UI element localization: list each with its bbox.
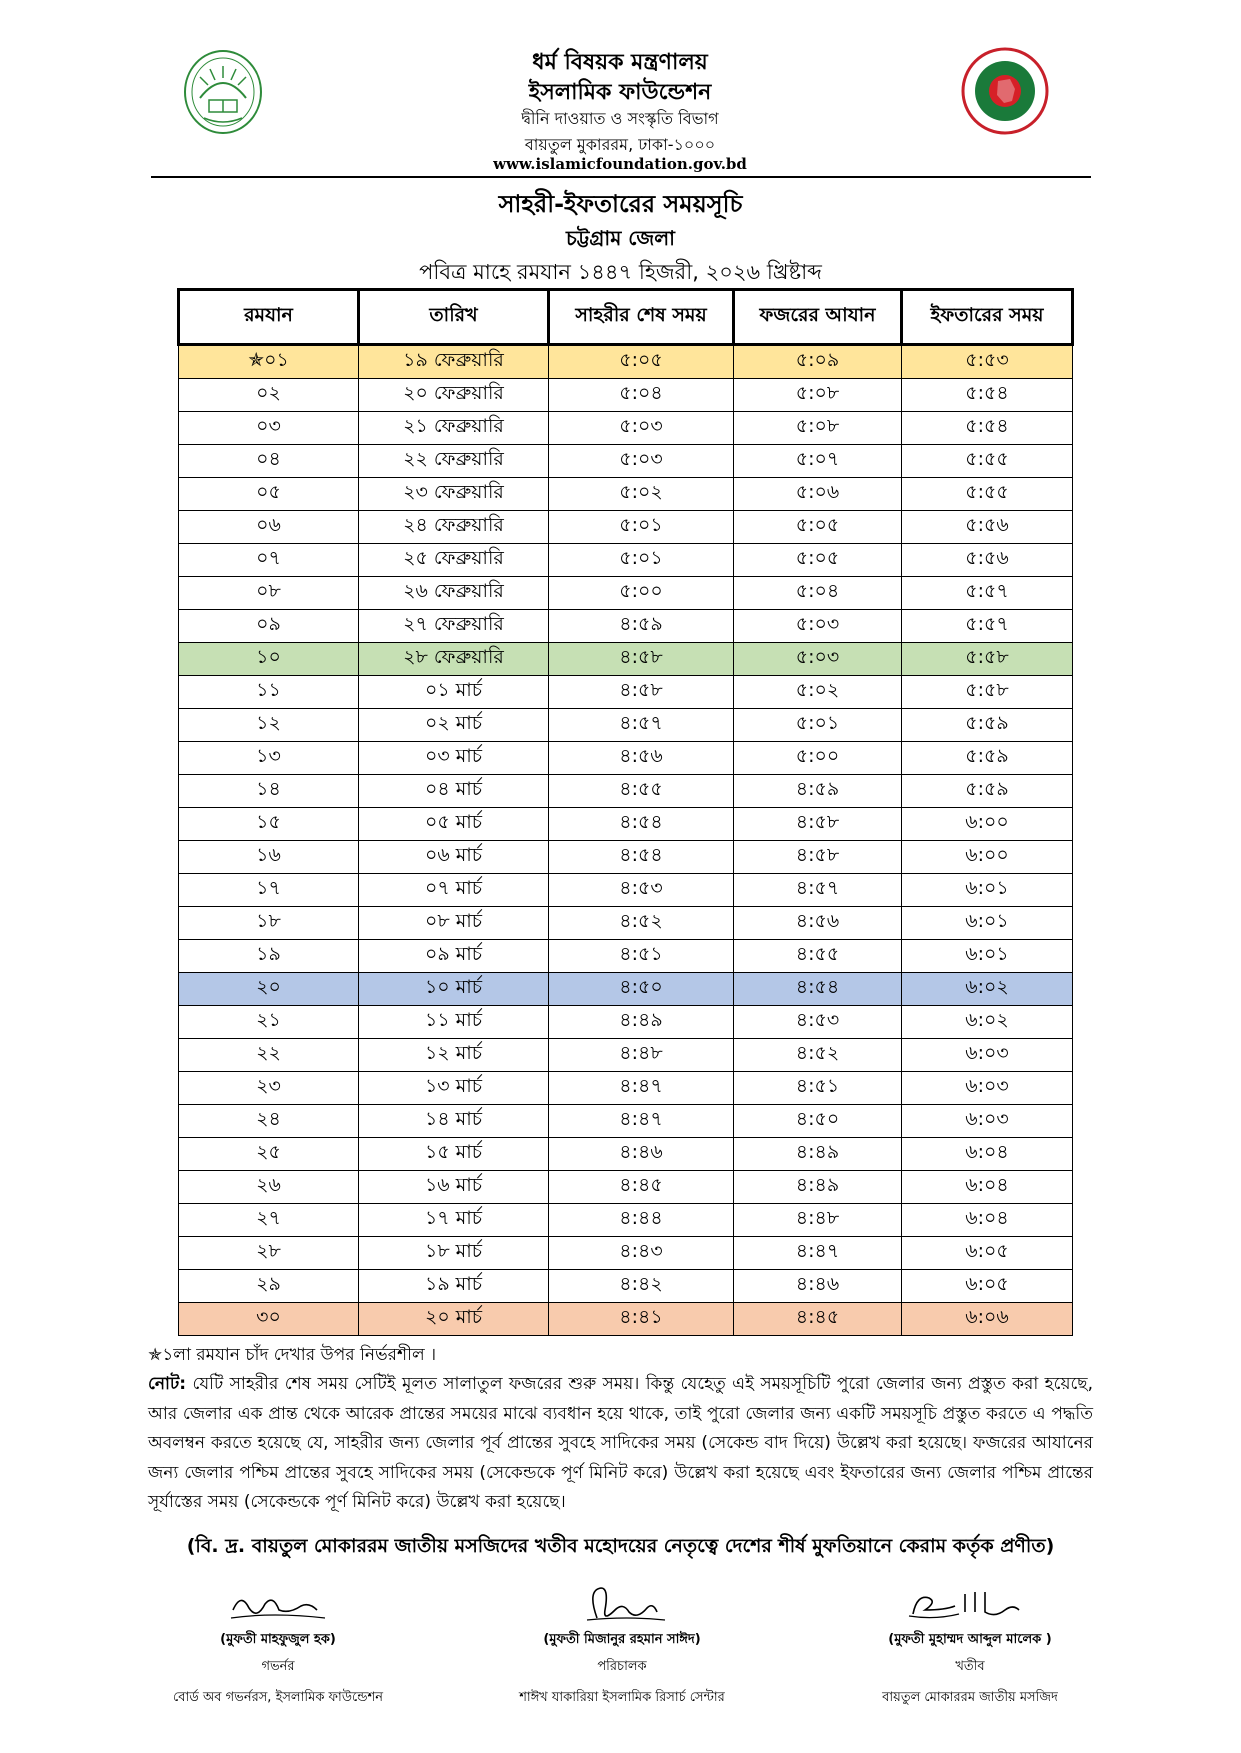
table-row [179, 1006, 1073, 1039]
cell-ramadan-day: ২৮ [179, 1237, 359, 1270]
signatory-3-role: খতীব [955, 1659, 985, 1674]
signatory-2-org: শাঈখ যাকারিয়া ইসলামিক রিসার্চ সেন্টার [519, 1690, 725, 1705]
cell-fajr-azan-time: ৫:০৩ [734, 643, 902, 676]
schedule-table-body [179, 345, 1073, 1336]
cell-ramadan-day: ২২ [179, 1039, 359, 1072]
cell-date: ১৮ মার্চ [359, 1237, 549, 1270]
table-row [179, 544, 1073, 577]
cell-ramadan-day: ২৯ [179, 1270, 359, 1303]
cell-sehri-end-time: ৫:০৩ [549, 445, 734, 478]
cell-iftar-time: ৬:০৩ [902, 1039, 1073, 1072]
table-row [179, 1303, 1073, 1336]
cell-fajr-azan-time: ৪:৫০ [734, 1105, 902, 1138]
cell-iftar-time: ৬:০২ [902, 973, 1073, 1006]
cell-sehri-end-time: ৪:৫১ [549, 940, 734, 973]
cell-fajr-azan-time: ৪:৫৯ [734, 775, 902, 808]
cell-ramadan-day: ১৬ [179, 841, 359, 874]
cell-ramadan-day: ২৩ [179, 1072, 359, 1105]
table-row [179, 973, 1073, 1006]
cell-sehri-end-time: ৪:৫৬ [549, 742, 734, 775]
cell-ramadan-day: ০৪ [179, 445, 359, 478]
cell-iftar-time: ৬:০৩ [902, 1105, 1073, 1138]
cell-sehri-end-time: ৫:০২ [549, 478, 734, 511]
table-row [179, 841, 1073, 874]
cell-date: ১৩ মার্চ [359, 1072, 549, 1105]
cell-date: ২১ ফেব্রুয়ারি [359, 412, 549, 445]
table-row [179, 643, 1073, 676]
cell-ramadan-day: ১০ [179, 643, 359, 676]
cell-ramadan-day: ০৭ [179, 544, 359, 577]
cell-fajr-azan-time: ৪:৪৫ [734, 1303, 902, 1336]
table-row [179, 511, 1073, 544]
cell-date: ১৫ মার্চ [359, 1138, 549, 1171]
cell-fajr-azan-time: ৪:৪৯ [734, 1171, 902, 1204]
table-row [179, 874, 1073, 907]
cell-sehri-end-time: ৪:৫৯ [549, 610, 734, 643]
cell-ramadan-day: ১৮ [179, 907, 359, 940]
signatory-1-org: বোর্ড অব গভর্নরস, ইসলামিক ফাউন্ডেশন [173, 1690, 383, 1705]
organization-name: ইসলামিক ফাউন্ডেশন [528, 80, 712, 105]
cell-date: ০৪ মার্চ [359, 775, 549, 808]
cell-ramadan-day: ১৪ [179, 775, 359, 808]
table-row [179, 1039, 1073, 1072]
cell-ramadan-day: ২৭ [179, 1204, 359, 1237]
cell-iftar-time: ৬:০৩ [902, 1072, 1073, 1105]
cell-iftar-time: ৬:০১ [902, 907, 1073, 940]
cell-iftar-time: ৫:৫৭ [902, 577, 1073, 610]
cell-date: ১২ মার্চ [359, 1039, 549, 1072]
cell-fajr-azan-time: ৫:০৫ [734, 544, 902, 577]
note-paragraph [148, 1370, 1093, 1518]
table-row [179, 610, 1073, 643]
cell-date: ২৬ ফেব্রুয়ারি [359, 577, 549, 610]
cell-date: ২৪ ফেব্রুয়ারি [359, 511, 549, 544]
cell-date: ২৩ ফেব্রুয়ারি [359, 478, 549, 511]
signature-3-icon [895, 1580, 1045, 1628]
cell-sehri-end-time: ৪:৫০ [549, 973, 734, 1006]
cell-fajr-azan-time: ৪:৫৬ [734, 907, 902, 940]
cell-sehri-end-time: ৪:৪৫ [549, 1171, 734, 1204]
signatory-1-role: গভর্নর [261, 1659, 295, 1674]
cell-sehri-end-time: ৫:০১ [549, 511, 734, 544]
cell-fajr-azan-time: ৫:০১ [734, 709, 902, 742]
table-row [179, 907, 1073, 940]
table-row [179, 577, 1073, 610]
signatory-2-name: (মুফতী মিজানুর রহমান সাঈদ) [543, 1632, 701, 1647]
cell-fajr-azan-time: ৪:৪৭ [734, 1237, 902, 1270]
cell-date: ২২ ফেব্রুয়ারি [359, 445, 549, 478]
government-seal-icon [960, 45, 1050, 137]
cell-iftar-time: ৬:০১ [902, 874, 1073, 907]
cell-date: ২৭ ফেব্রুয়ারি [359, 610, 549, 643]
table-row [179, 676, 1073, 709]
cell-ramadan-day: ২৪ [179, 1105, 359, 1138]
cell-ramadan-day: ২৬ [179, 1171, 359, 1204]
cell-fajr-azan-time: ৫:০২ [734, 676, 902, 709]
cell-date: ০৩ মার্চ [359, 742, 549, 775]
cell-sehri-end-time: ৪:৪৬ [549, 1138, 734, 1171]
cell-fajr-azan-time: ৫:০৮ [734, 379, 902, 412]
cell-ramadan-day: ০৮ [179, 577, 359, 610]
cell-fajr-azan-time: ৪:৫৮ [734, 808, 902, 841]
column-header-fajr: ফজরের আযান [734, 290, 902, 345]
letterhead [0, 40, 1241, 180]
note-text: যেটি সাহরীর শেষ সময় সেটিই মূলত সালাতুল ফজরের শুরু সময়। কিন্তু যেহেতু এই সময়সূচিটি পুরো জেলার জন্য প্রস্তুত করা হয়েছে, আর জেলার এক প্রান্ত থেকে আরেক প্রান্তের সময়ের মাঝে ব্যবধান হয়ে থাকে, তাই পুরো জেলার জন্য একটি সময়সূচি প্রস্তুত করতে এ পদ্ধতি অবলম্বন করতে হয়েছে যে, সাহরীর জন্য জেলার পূর্ব প্রান্তের সুবহে সাদিকের সময় (সেকেন্ড বাদ দিয়ে) উল্লেখ করা হয়েছে। ফজরের আযানের জন্য জেলার পশ্চিম প্রান্তের সুবহে সাদিকের সময় (সেকেন্ডকে পূর্ণ মিনিট করে) উল্লেখ করা হয়েছে এবং ইফতারের জন্য জেলার পশ্চিম প্রান্তের সূর্যাস্তের সময় (সেকেন্ডকে পূর্ণ মিনিট করে) উল্লেখ করা হয়েছে। [148, 1374, 1093, 1512]
cell-iftar-time: ৫:৫৯ [902, 709, 1073, 742]
cell-iftar-time: ৬:০২ [902, 1006, 1073, 1039]
ministry-name: ধর্ম বিষয়ক মন্ত্রণালয় [532, 50, 708, 75]
table-row [179, 775, 1073, 808]
table-header-row [179, 290, 1073, 345]
cell-ramadan-day: ২৫ [179, 1138, 359, 1171]
table-row [179, 1138, 1073, 1171]
cell-date: ০৭ মার্চ [359, 874, 549, 907]
cell-ramadan-day: ১৫ [179, 808, 359, 841]
table-row [179, 940, 1073, 973]
cell-iftar-time: ৬:০৪ [902, 1171, 1073, 1204]
cell-date: ১৯ ফেব্রুয়ারি [359, 345, 549, 379]
cell-fajr-azan-time: ৪:৪৬ [734, 1270, 902, 1303]
cell-iftar-time: ৫:৫৭ [902, 610, 1073, 643]
cell-date: ০২ মার্চ [359, 709, 549, 742]
table-row [179, 742, 1073, 775]
note-label: নোট: [148, 1374, 187, 1394]
cell-ramadan-day: ১১ [179, 676, 359, 709]
cell-sehri-end-time: ৪:৫৪ [549, 808, 734, 841]
cell-sehri-end-time: ৪:৪৩ [549, 1237, 734, 1270]
cell-sehri-end-time: ৪:৪২ [549, 1270, 734, 1303]
cell-date: ০১ মার্চ [359, 676, 549, 709]
signature-1-icon [213, 1580, 343, 1628]
cell-iftar-time: ৬:০৪ [902, 1138, 1073, 1171]
schedule-table [177, 288, 1074, 1336]
cell-date: ২০ ফেব্রুয়ারি [359, 379, 549, 412]
cell-date: ০৮ মার্চ [359, 907, 549, 940]
website-link[interactable]: www.islamicfoundation.gov.bd [493, 155, 747, 173]
islamic-foundation-logo-icon [182, 48, 264, 136]
cell-sehri-end-time: ৫:০৩ [549, 412, 734, 445]
cell-ramadan-day: ৩০ [179, 1303, 359, 1336]
cell-ramadan-day: ২০ [179, 973, 359, 1006]
signatory-1 [148, 1580, 408, 1709]
cell-ramadan-day: ০৯ [179, 610, 359, 643]
table-row [179, 1171, 1073, 1204]
table-row [179, 709, 1073, 742]
district-title: চট্টগ্রাম জেলা [566, 226, 675, 250]
cell-iftar-time: ৫:৫৬ [902, 511, 1073, 544]
cell-fajr-azan-time: ৪:৫৫ [734, 940, 902, 973]
cell-date: ১৪ মার্চ [359, 1105, 549, 1138]
table-row [179, 1204, 1073, 1237]
table-row [179, 808, 1073, 841]
table-row [179, 445, 1073, 478]
cell-iftar-time: ৬:০০ [902, 808, 1073, 841]
cell-sehri-end-time: ৫:০৪ [549, 379, 734, 412]
cell-iftar-time: ৬:০৫ [902, 1270, 1073, 1303]
cell-sehri-end-time: ৪:৫৪ [549, 841, 734, 874]
cell-ramadan-day: ১৯ [179, 940, 359, 973]
cell-ramadan-day: ০২ [179, 379, 359, 412]
cell-date: ২৮ ফেব্রুয়ারি [359, 643, 549, 676]
period-subtitle: পবিত্র মাহে রমযান ১৪৪৭ হিজরী, ২০২৬ খ্রিষ্টাব্দ [419, 260, 822, 284]
moon-sighting-footnote: ✯১লা রমযান চাঁদ দেখার উপর নির্ভরশীল । [148, 1345, 437, 1365]
cell-sehri-end-time: ৫:০১ [549, 544, 734, 577]
organization-address: বায়তুল মুকাররম, ঢাকা-১০০০ [524, 135, 716, 154]
cell-sehri-end-time: ৫:০৫ [549, 345, 734, 379]
cell-fajr-azan-time: ৪:৫৭ [734, 874, 902, 907]
signatory-2 [492, 1580, 752, 1709]
table-row [179, 1270, 1073, 1303]
signatory-3-org: বায়তুল মোকাররম জাতীয় মসজিদ [882, 1690, 1058, 1705]
cell-date: ১১ মার্চ [359, 1006, 549, 1039]
cell-iftar-time: ৫:৫৯ [902, 742, 1073, 775]
cell-iftar-time: ৬:০০ [902, 841, 1073, 874]
cell-sehri-end-time: ৪:৫২ [549, 907, 734, 940]
column-header-iftar: ইফতারের সময় [902, 290, 1073, 345]
cell-ramadan-day: ১৩ [179, 742, 359, 775]
cell-iftar-time: ৬:০১ [902, 940, 1073, 973]
header-divider [151, 176, 1091, 178]
cell-fajr-azan-time: ৫:০৩ [734, 610, 902, 643]
cell-sehri-end-time: ৫:০০ [549, 577, 734, 610]
cell-fajr-azan-time: ৫:০৪ [734, 577, 902, 610]
cell-iftar-time: ৫:৫৫ [902, 445, 1073, 478]
department-name: দ্বীনি দাওয়াত ও সংস্কৃতি বিভাগ [521, 109, 719, 128]
table-row [179, 1237, 1073, 1270]
cell-ramadan-day: ০৩ [179, 412, 359, 445]
cell-ramadan-day: ১২ [179, 709, 359, 742]
cell-sehri-end-time: ৪:৫৩ [549, 874, 734, 907]
cell-fajr-azan-time: ৫:০০ [734, 742, 902, 775]
cell-iftar-time: ৫:৫৩ [902, 345, 1073, 379]
cell-sehri-end-time: ৪:৪৭ [549, 1072, 734, 1105]
cell-ramadan-day: ০৬ [179, 511, 359, 544]
cell-iftar-time: ৫:৫৫ [902, 478, 1073, 511]
cell-date: ১৯ মার্চ [359, 1270, 549, 1303]
approval-statement: (বি. দ্র. বায়তুল মোকাররম জাতীয় মসজিদের খতীব মহোদয়ের নেতৃত্বে দেশের শীর্ষ মুফতিয়ানে কেরাম কর্তৃক প্রণীত) [186, 1535, 1055, 1557]
table-row [179, 1072, 1073, 1105]
signatory-2-role: পরিচালক [597, 1659, 647, 1674]
cell-iftar-time: ৫:৫৪ [902, 379, 1073, 412]
cell-fajr-azan-time: ৫:০৭ [734, 445, 902, 478]
cell-iftar-time: ৫:৫৮ [902, 643, 1073, 676]
cell-fajr-azan-time: ৫:০৬ [734, 478, 902, 511]
cell-fajr-azan-time: ৫:০৫ [734, 511, 902, 544]
cell-sehri-end-time: ৪:৫৮ [549, 676, 734, 709]
cell-fajr-azan-time: ৪:৫১ [734, 1072, 902, 1105]
cell-sehri-end-time: ৪:৪৮ [549, 1039, 734, 1072]
table-row [179, 379, 1073, 412]
cell-date: ২০ মার্চ [359, 1303, 549, 1336]
cell-fajr-azan-time: ৪:৪৯ [734, 1138, 902, 1171]
cell-sehri-end-time: ৪:৫৫ [549, 775, 734, 808]
cell-sehri-end-time: ৪:৪৪ [549, 1204, 734, 1237]
signatory-3 [840, 1580, 1100, 1709]
cell-date: ০৬ মার্চ [359, 841, 549, 874]
cell-sehri-end-time: ৪:৪১ [549, 1303, 734, 1336]
cell-iftar-time: ৫:৫৪ [902, 412, 1073, 445]
table-row [179, 345, 1073, 379]
cell-ramadan-day: ✯০১ [179, 345, 359, 379]
cell-date: ১৬ মার্চ [359, 1171, 549, 1204]
cell-iftar-time: ৬:০৬ [902, 1303, 1073, 1336]
signatory-3-name: (মুফতী মুহাম্মদ আব্দুল মালেক ) [888, 1632, 1052, 1647]
cell-sehri-end-time: ৪:৪৯ [549, 1006, 734, 1039]
cell-fajr-azan-time: ৪:৫৩ [734, 1006, 902, 1039]
cell-iftar-time: ৬:০৪ [902, 1204, 1073, 1237]
signatory-1-name: (মুফতী মাহফুজুল হক) [220, 1632, 336, 1647]
cell-fajr-azan-time: ৫:০৮ [734, 412, 902, 445]
schedule-title: সাহরী-ইফতারের সময়সূচি [498, 190, 743, 218]
table-row [179, 1105, 1073, 1138]
cell-iftar-time: ৬:০৫ [902, 1237, 1073, 1270]
cell-iftar-time: ৫:৫৮ [902, 676, 1073, 709]
cell-fajr-azan-time: ৪:৫২ [734, 1039, 902, 1072]
cell-iftar-time: ৫:৫৬ [902, 544, 1073, 577]
cell-ramadan-day: ১৭ [179, 874, 359, 907]
column-header-sehri: সাহরীর শেষ সময় [549, 290, 734, 345]
cell-date: ২৫ ফেব্রুয়ারি [359, 544, 549, 577]
cell-iftar-time: ৫:৫৯ [902, 775, 1073, 808]
table-row [179, 478, 1073, 511]
cell-date: ০৯ মার্চ [359, 940, 549, 973]
cell-fajr-azan-time: ৪:৪৮ [734, 1204, 902, 1237]
cell-fajr-azan-time: ৪:৫৪ [734, 973, 902, 1006]
cell-date: ১৭ মার্চ [359, 1204, 549, 1237]
cell-sehri-end-time: ৪:৪৭ [549, 1105, 734, 1138]
cell-fajr-azan-time: ৫:০৯ [734, 345, 902, 379]
table-row [179, 412, 1073, 445]
column-header-date: তারিখ [359, 290, 549, 345]
cell-ramadan-day: ০৫ [179, 478, 359, 511]
cell-fajr-azan-time: ৪:৫৮ [734, 841, 902, 874]
cell-ramadan-day: ২১ [179, 1006, 359, 1039]
cell-date: ০৫ মার্চ [359, 808, 549, 841]
signature-2-icon [557, 1580, 687, 1628]
column-header-ramadan: রমযান [179, 290, 359, 345]
cell-sehri-end-time: ৪:৫৭ [549, 709, 734, 742]
cell-sehri-end-time: ৪:৫৮ [549, 643, 734, 676]
cell-date: ১০ মার্চ [359, 973, 549, 1006]
